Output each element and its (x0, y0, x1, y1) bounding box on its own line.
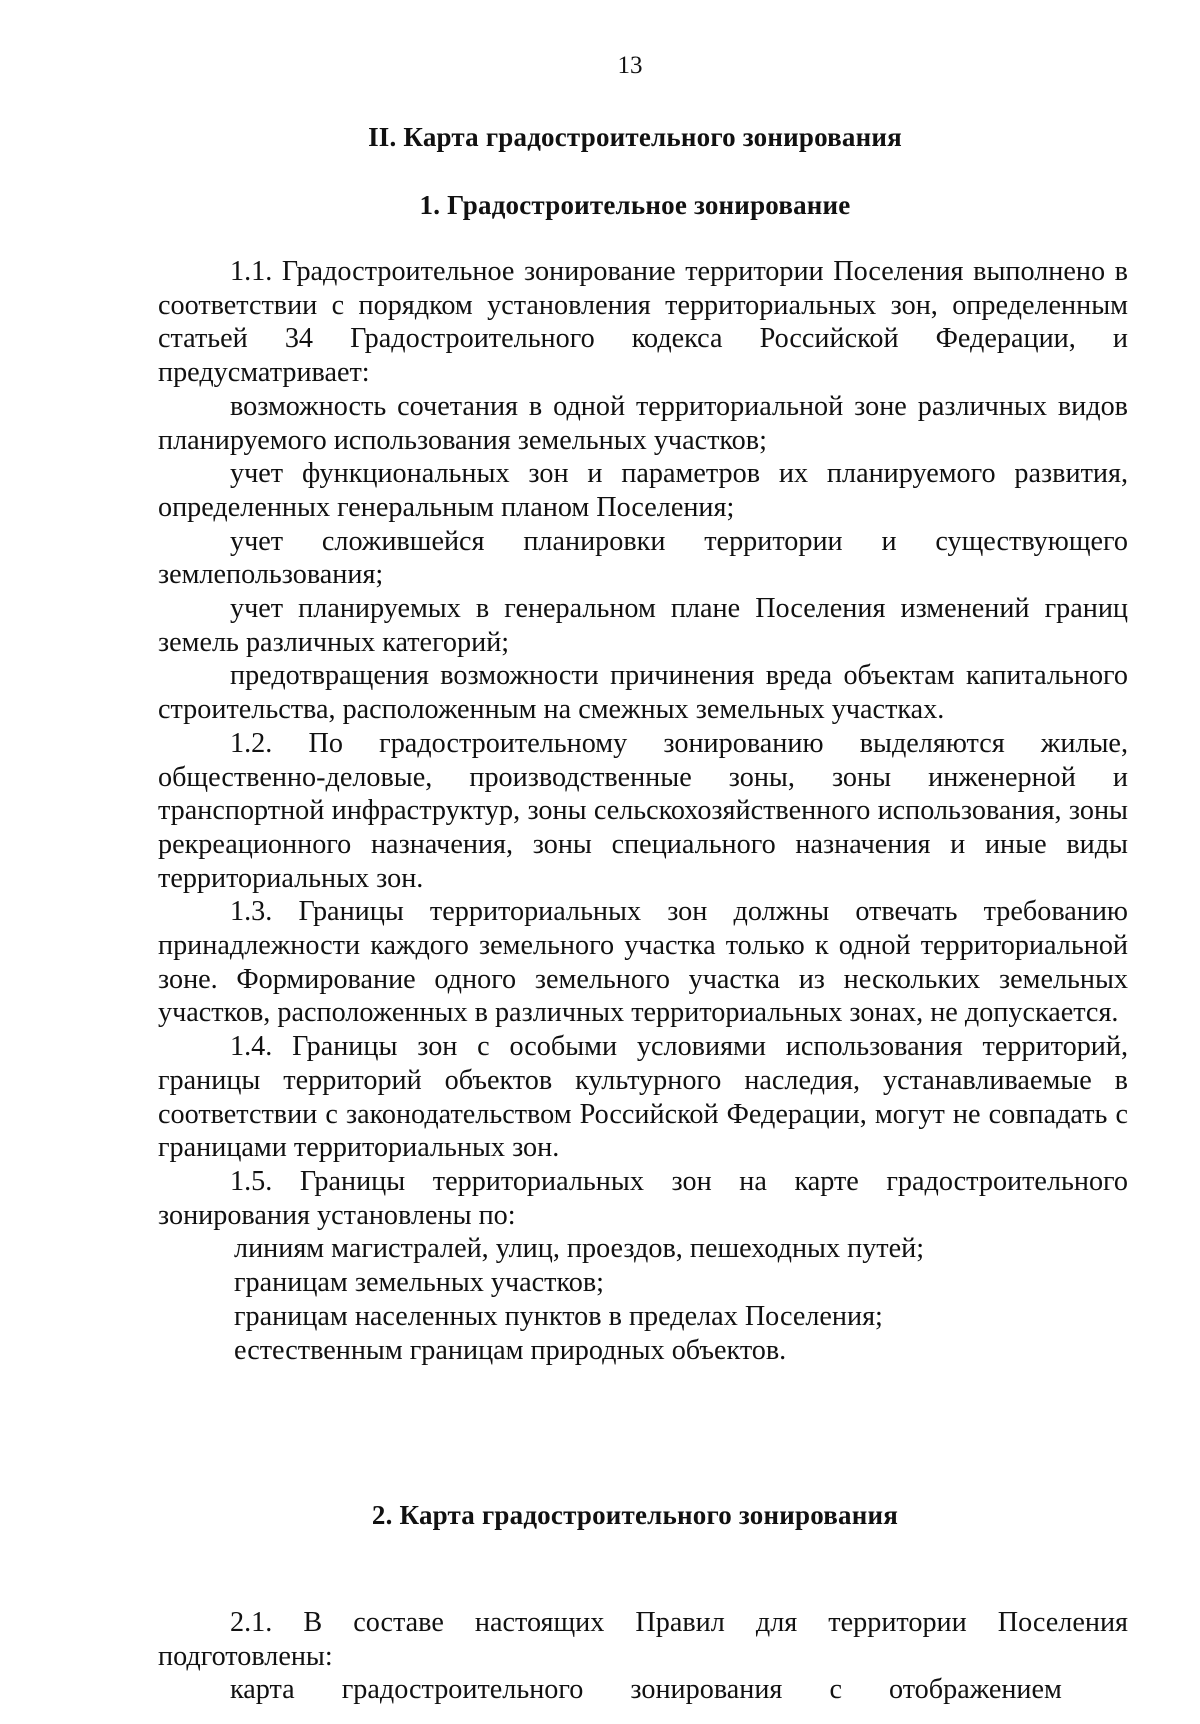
list-item: учет планируемых в генеральном плане Поселения изменений границ земель различных категорий; (158, 593, 1128, 658)
paragraph-1-2: 1.2. По градостроительному зонированию выделяются жилые, общественно-деловые, производственные зоны, зоны инженерной и транспортной инфраструктур, зоны сельскохозяйственного использования, зоны рекреационного назначения, зоны специального назначения и иные виды территориальных зон. (158, 727, 1128, 894)
list-item: естественным границам природных объектов. (234, 1334, 787, 1366)
list-item: карта градостроительного зонирования с отображением (230, 1674, 1062, 1706)
section-1-title: 1. Градостроительное зонирование (419, 190, 851, 220)
section-2-title: 2. Карта градостроительного зонирования (371, 1500, 899, 1530)
section-1-body (158, 255, 1128, 1367)
list-item: линиям магистралей, улиц, проездов, пешеходных путей; (234, 1233, 925, 1265)
list-item: учет функциональных зон и параметров их планируемого развития, определенных генеральным планом Поселения; (158, 458, 1128, 523)
list-item: границам населенных пунктов в пределах Поселения; (234, 1300, 883, 1332)
paragraph-2-1: 2.1. В составе настоящих Правил для территории Поселения подготовлены: (158, 1607, 1128, 1672)
paragraph-1-5: 1.5. Границы территориальных зон на карте градостроительного зонирования установлены по: (158, 1165, 1128, 1231)
section-2-body (158, 1606, 1128, 1707)
list-item: предотвращения возможности причинения вреда объектам капитального строительства, расположенным на смежных земельных участках. (158, 660, 1128, 726)
paragraph-1-3: 1.3. Границы территориальных зон должны отвечать требованию принадлежности каждого земельного участка только к одной территориальной зоне. Формирование одного земельного участка из нескольких земельных участков, расположенных в различных территориальных зонах, не допускается. (158, 896, 1128, 1029)
list-item: границам земельных участков; (234, 1267, 605, 1299)
paragraph-1-1: 1.1. Градостроительное зонирование территории Поселения выполнено в соответствии с порядком установления территориальных зон, определенным статьей 34 Градостроительного кодекса Российской Федерации, и предусматривает: (158, 256, 1128, 389)
list-item: возможность сочетания в одной территориальной зоне различных видов планируемого использования земельных участков; (158, 390, 1128, 456)
list-item: учет сложившейся планировки территории и существующего землепользования; (158, 525, 1128, 591)
part-title: II. Карта градостроительного зонирования (368, 122, 902, 152)
paragraph-1-4: 1.4. Границы зон с особыми условиями использования территорий, границы территорий объектов культурного наследия, устанавливаемые в соответствии с законодательством Российской Федерации, могут не совпадать с границами территориальных зон. (158, 1031, 1128, 1164)
page-number: 13 (617, 52, 643, 79)
